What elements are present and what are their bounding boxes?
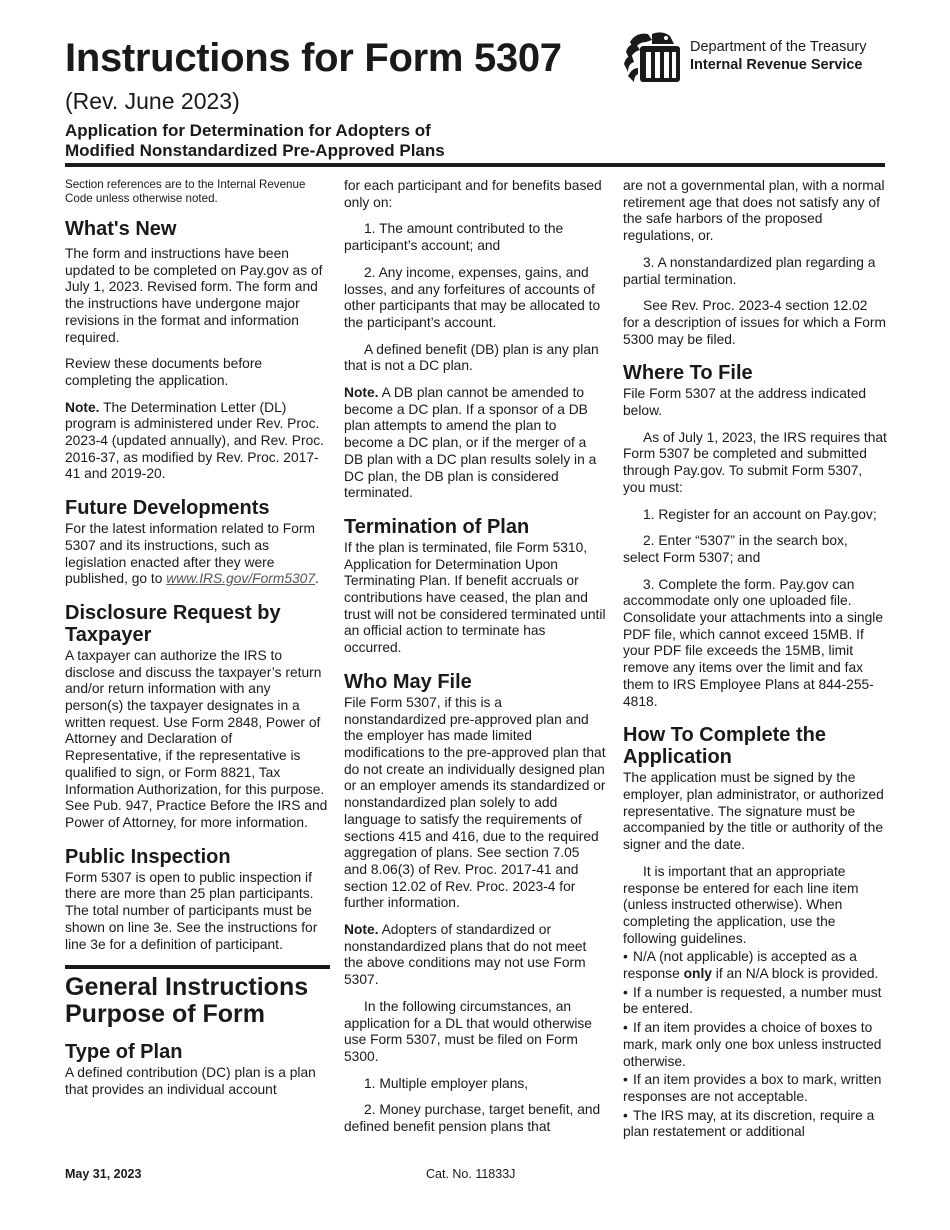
future-end: . bbox=[315, 571, 319, 587]
future-developments-heading: Future Developments bbox=[65, 497, 270, 520]
dc-item-1: 1. The amount contributed to the participant’s account; and bbox=[344, 221, 564, 254]
db-plan-paragraph: A defined benefit (DB) plan is any plan that is not a DC plan. bbox=[344, 341, 599, 374]
public-inspection-heading: Public Inspection bbox=[65, 845, 231, 868]
guideline-bullet-na: • N/A (not applicable) is accepted as a response only if an N/A block is provided. bbox=[623, 949, 879, 982]
circumstance-2-continued: are not a governmental plan, with a normal retirement age that does not satisfy any of the safe harbors of the proposed regulations, or. bbox=[623, 178, 885, 244]
note-text: The Determination Letter (DL) program is administered under Rev. Proc. 2023-4 (updated annually), and Rev. Proc. 2016-37, as modified by Rev. Proc. 2017-41 and 2019-20. bbox=[65, 399, 324, 482]
department-block bbox=[690, 38, 867, 74]
who-may-file-heading: Who May File bbox=[344, 670, 472, 693]
bullet-icon: • bbox=[623, 1072, 628, 1088]
header-rule bbox=[65, 163, 885, 167]
signature-paragraph: The application must be signed by the employer, plan administrator, or authorized representative. The signature must be accompanied by the title or authority of the signer and the date. bbox=[623, 770, 884, 853]
where-to-file-paragraph: File Form 5307 at the address indicated below. bbox=[623, 386, 867, 419]
guideline-bullet-restatement: • The IRS may, at its discretion, require a plan restatement or additional bbox=[623, 1107, 875, 1140]
note-text: A DB plan cannot be amended to become a DC plan. If a sponsor of a DB plan attempts to amend the plan to become a DC plan, or if the merger of a DB plan with a DC plan results solely in a DC plan, the DB plan is considered terminated. bbox=[344, 385, 597, 501]
form-subtitle bbox=[65, 121, 625, 161]
department-name: Department of the Treasury bbox=[690, 39, 867, 55]
circumstance-item-1: 1. Multiple employer plans, bbox=[364, 1075, 529, 1091]
circumstances-paragraph: In the following circumstances, an application for a DL that would otherwise use Form 5307, must be filed on Form 5300. bbox=[344, 998, 592, 1064]
bullet-icon: • bbox=[623, 949, 628, 965]
catalog-number: Cat. No. 11833J bbox=[426, 1167, 516, 1181]
bullet-icon: • bbox=[623, 1107, 628, 1123]
type-of-plan-paragraph: A defined contribution (DC) plan is a plan that provides an individual account bbox=[65, 1065, 316, 1097]
note-label: Note. bbox=[65, 399, 100, 415]
footer-date: May 31, 2023 bbox=[65, 1167, 142, 1181]
type-of-plan-heading: Type of Plan bbox=[65, 1041, 183, 1064]
paygov-step-3: 3. Complete the form. Pay.gov can accommodate only one uploaded file. Consolidate your attachments into a single PDF file, which cannot exceed 15MB. If your PDF file exceeds the 15MB, limit remove any items over the limit and fax them to IRS Employee Plans at 844-255-4818. bbox=[623, 576, 883, 709]
circumstance-item-2: 2. Money purchase, target benefit, and defined benefit pension plans that bbox=[344, 1102, 601, 1135]
column-2 bbox=[344, 178, 606, 1146]
column-1 bbox=[65, 178, 330, 1109]
guideline-bullet-number: • If a number is requested, a number must be entered. bbox=[623, 984, 882, 1017]
paygov-requirement-paragraph: As of July 1, 2023, the IRS requires that Form 5307 be completed and submitted through Pay.gov. To submit Form 5307, you must: bbox=[623, 429, 887, 495]
note-text: Adopters of standardized or nonstandardized plans that do not meet the above conditions may not use Form 5307. bbox=[344, 922, 587, 988]
document-title: Instructions for Form 5307 bbox=[65, 36, 562, 80]
paygov-step-2: 2. Enter “5307” in the search box, select Form 5307; and bbox=[623, 533, 848, 565]
termination-paragraph: If the plan is terminated, file Form 5310, Application for Determination Upon Terminating Plan. If benefit accruals or contributions have ceased, the plan and trust will not be considered terminated until an official action to terminate has occurred. bbox=[344, 539, 606, 656]
adopters-note bbox=[344, 922, 606, 989]
db-amend-note bbox=[344, 385, 606, 502]
circumstance-item-3: 3. A nonstandardized plan regarding a partial termination. bbox=[623, 254, 876, 287]
dc-item-2: 2. Any income, expenses, gains, and losses, and any forfeitures of accounts of other participants that may be allocated to the participant’s account. bbox=[344, 264, 601, 330]
whats-new-paragraph-2: Review these documents before completing the application. bbox=[65, 356, 263, 388]
agency-name: Internal Revenue Service bbox=[690, 57, 863, 73]
where-to-file-heading: Where To File bbox=[623, 362, 753, 385]
general-instructions-heading: General Instructions bbox=[65, 973, 309, 1002]
dc-plan-continued: for each participant and for benefits based only on: bbox=[344, 178, 602, 210]
subtitle-line-2: Modified Nonstandardized Pre-Approved Plans bbox=[65, 141, 445, 160]
bullet-icon: • bbox=[623, 1020, 628, 1036]
future-developments-paragraph bbox=[65, 521, 330, 588]
public-inspection-paragraph: Form 5307 is open to public inspection if there are more than 25 plan participants. The total number of participants must be shown on line 3e. See the instructions for line 3e for a definition of participant. bbox=[65, 869, 318, 952]
guidelines-paragraph: It is important that an appropriate response be entered for each line item (unless instructed otherwise). When completing the application, use the following guidelines. bbox=[623, 863, 859, 946]
termination-heading: Termination of Plan bbox=[344, 515, 530, 538]
paygov-step-1: 1. Register for an account on Pay.gov; bbox=[643, 506, 877, 522]
disclosure-heading: Disclosure Request by Taxpayer bbox=[65, 601, 281, 646]
section-references: Section references are to the Internal Revenue Code unless otherwise noted. bbox=[65, 178, 306, 205]
irs-form5307-link[interactable]: www.IRS.gov/Form5307 bbox=[166, 571, 316, 587]
bullet-icon: • bbox=[623, 984, 628, 1000]
disclosure-paragraph: A taxpayer can authorize the IRS to disclose and discuss the taxpayer’s return and/or return information with any person(s) the taxpayer designates in a written request. Use Form 2848, Power of Attorney and Declaration of Representative, if the representative is qualified to sign, or Form 8821, Tax Information Authorization, for this purpose. See Pub. 947, Practice Before the IRS and Power of Attorney, for more information. bbox=[65, 647, 328, 830]
dl-program-note bbox=[65, 400, 330, 484]
see-rev-proc-paragraph: See Rev. Proc. 2023-4 section 12.02 for a description of issues for which a Form 5300 may be filed. bbox=[623, 298, 887, 347]
who-may-file-paragraph: File Form 5307, if this is a nonstandardized pre-approved plan and the employer has made limited modifications to the pre-approved plan that do not create an individually designed plan or an employer amends its standardized or nonstandardized plan solely to add language to satisfy the requirements of sections 415 and 416, due to the required aggregation of plans. See section 7.05 and 8.06(3) of Rev. Proc. 2017-41 and section 12.02 of Rev. Proc. 2023-4 for further information. bbox=[344, 694, 606, 911]
note-label: Note. bbox=[344, 922, 379, 938]
future-text: For the latest information related to Form 5307 and its instructions, such as legislation enacted after they were published, go to bbox=[65, 521, 315, 587]
purpose-of-form-heading: Purpose of Form bbox=[65, 1000, 266, 1029]
subtitle-line-1: Application for Determination for Adopters of bbox=[65, 121, 431, 140]
column-3 bbox=[623, 178, 887, 1143]
whats-new-paragraph-1: The form and instructions have been updated to be completed on Pay.gov as of July 1, 2023. Revised form. The form and the instructions have undergone major revisions in the format and information required. bbox=[65, 246, 323, 345]
guideline-bullet-choice: • If an item provides a choice of boxes to mark, mark only one box unless instructed otherwise. bbox=[623, 1020, 882, 1069]
whats-new-heading: What's New bbox=[65, 218, 177, 240]
revision-date: (Rev. June 2023) bbox=[65, 88, 240, 114]
irs-eagle-logo-icon bbox=[622, 30, 684, 86]
note-label: Note. bbox=[344, 385, 379, 401]
how-to-complete-heading: How To Complete the Application bbox=[623, 724, 826, 769]
general-instructions-rule bbox=[65, 965, 330, 969]
guideline-bullet-box: • If an item provides a box to mark, written responses are not acceptable. bbox=[623, 1072, 882, 1104]
